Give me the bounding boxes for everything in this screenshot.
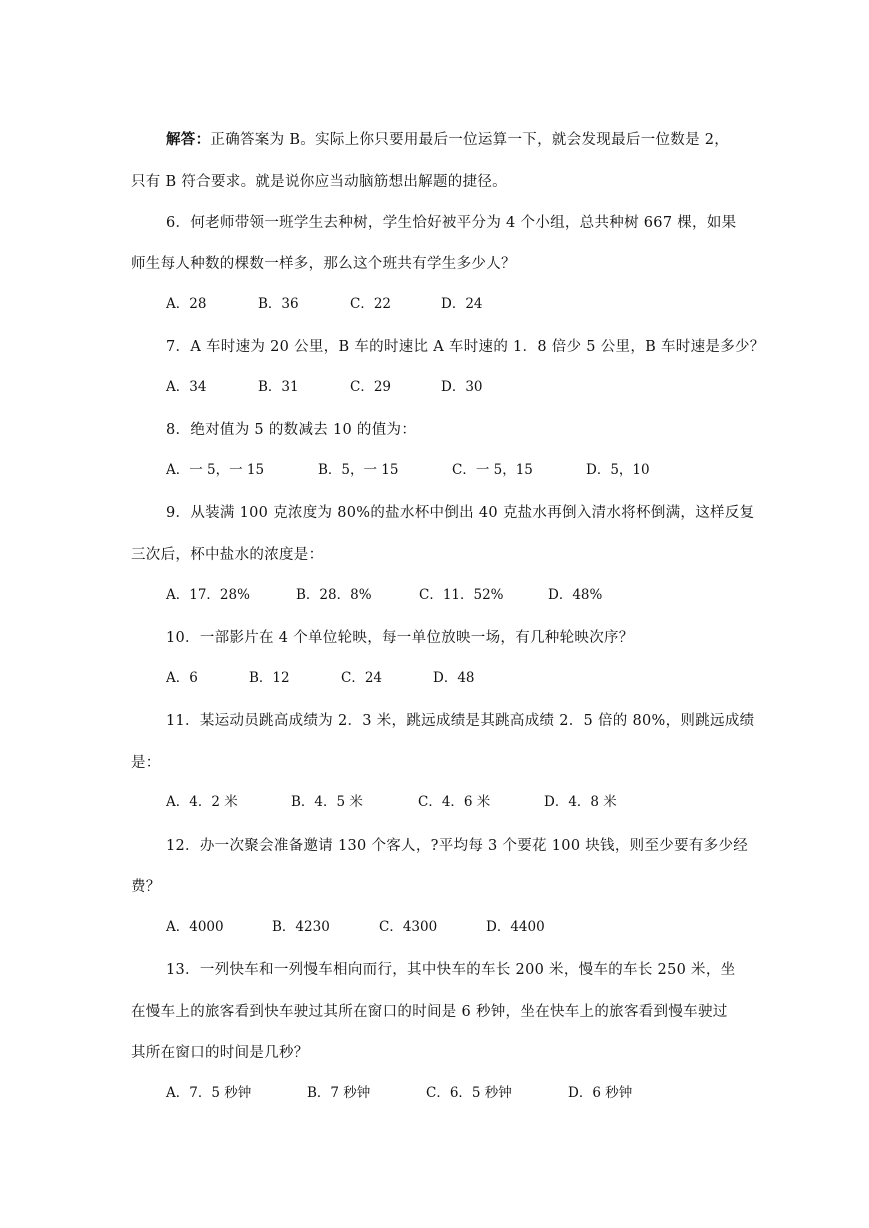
option-d: D．6 秒钟 [568,1085,633,1101]
question-6-line-2: 师生每人种数的棵数一样多，那么这个班共有学生多少人？ [131,256,516,272]
option-c: C．6．5 秒钟 [426,1085,512,1101]
option-b: B．4．5 米 [291,794,363,810]
question-6-line-1: 6．何老师带领一班学生去种树，学生恰好被平分为 4 个小组，总共种树 667 棵，如果 [166,215,737,231]
question-9-line-2: 三次后，杯中盐水的浓度是： [131,547,324,563]
answer-label: 解答： [166,131,211,148]
option-d: D．48 [433,670,475,686]
answer-text-1: 正确答案为 B。实际上你只要用最后一位运算一下，就会发现最后一位数是 2， [210,132,730,148]
option-a: A．34 [166,379,207,395]
option-c: C．4．6 米 [418,794,491,810]
option-a: A．7．5 秒钟 [166,1085,252,1101]
option-c: C．4300 [379,919,438,935]
option-b: B．12 [249,670,290,686]
option-a: A．4．2 米 [166,794,238,810]
question-13-line-1: 13．一列快车和一列慢车相向而行，其中快车的车长 200 米，慢车的车长 250 米，坐 [166,962,736,978]
question-12-line-1: 12．办一次聚会准备邀请 130 个客人，?平均每 3 个要花 100 块钱，则至少要有多少经 [166,838,749,854]
option-b: B．36 [258,296,299,312]
option-c: C．11．52% [419,587,504,603]
option-b: B．7 秒钟 [307,1085,371,1101]
option-d: D．48% [548,587,603,603]
option-a: A．28 [166,296,207,312]
option-c: C．22 [350,296,392,312]
option-d: D．5，10 [586,462,650,478]
option-d: D．30 [441,379,483,395]
question-9-line-1: 9．从装满 100 克浓度为 80%的盐水杯中倒出 40 克盐水再倒入清水将杯倒满，这样反复 [166,505,755,521]
option-c: C．29 [350,379,392,395]
option-c: C．一 5，15 [452,462,533,478]
option-a: A．一 5，一 15 [166,462,265,478]
answer-line-2: 只有 B 符合要求。就是说你应当动脑筋想出解题的捷径。 [131,174,507,190]
question-10-line-1: 10．一部影片在 4 个单位轮映，每一单位放映一场，有几种轮映次序？ [166,630,634,646]
option-a: A．17．28% [166,587,250,603]
question-11-line-1: 11．某运动员跳高成绩为 2．3 米，跳远成绩是其跳高成绩 2．5 倍的 80%，则跳远成绩 [166,713,755,729]
option-b: B．31 [258,379,299,395]
question-11-line-2: 是： [131,755,161,771]
option-a: A．4000 [166,919,224,935]
option-d: D．4．8 米 [544,794,617,810]
option-b: B．5，一 15 [318,462,399,478]
question-12-line-2: 费？ [131,879,161,895]
option-c: C．24 [341,670,383,686]
answer-line-1 [166,128,729,149]
question-7-line-1: 7．A 车时速为 20 公里，B 车的时速比 A 车时速的 1．8 倍少 5 公里，B 车时速是多少？ [166,339,765,355]
option-b: B．28．8% [296,587,372,603]
question-13-line-3: 其所在窗口的时间是几秒？ [131,1045,309,1061]
option-d: D．4400 [486,919,545,935]
option-d: D．24 [441,296,483,312]
question-8-line-1: 8．绝对值为 5 的数减去 10 的值为： [166,422,417,438]
option-b: B．4230 [272,919,330,935]
question-13-line-2: 在慢车上的旅客看到快车驶过其所在窗口的时间是 6 秒钟，坐在快车上的旅客看到慢车驶过 [131,1004,728,1020]
option-a: A．6 [166,670,198,686]
